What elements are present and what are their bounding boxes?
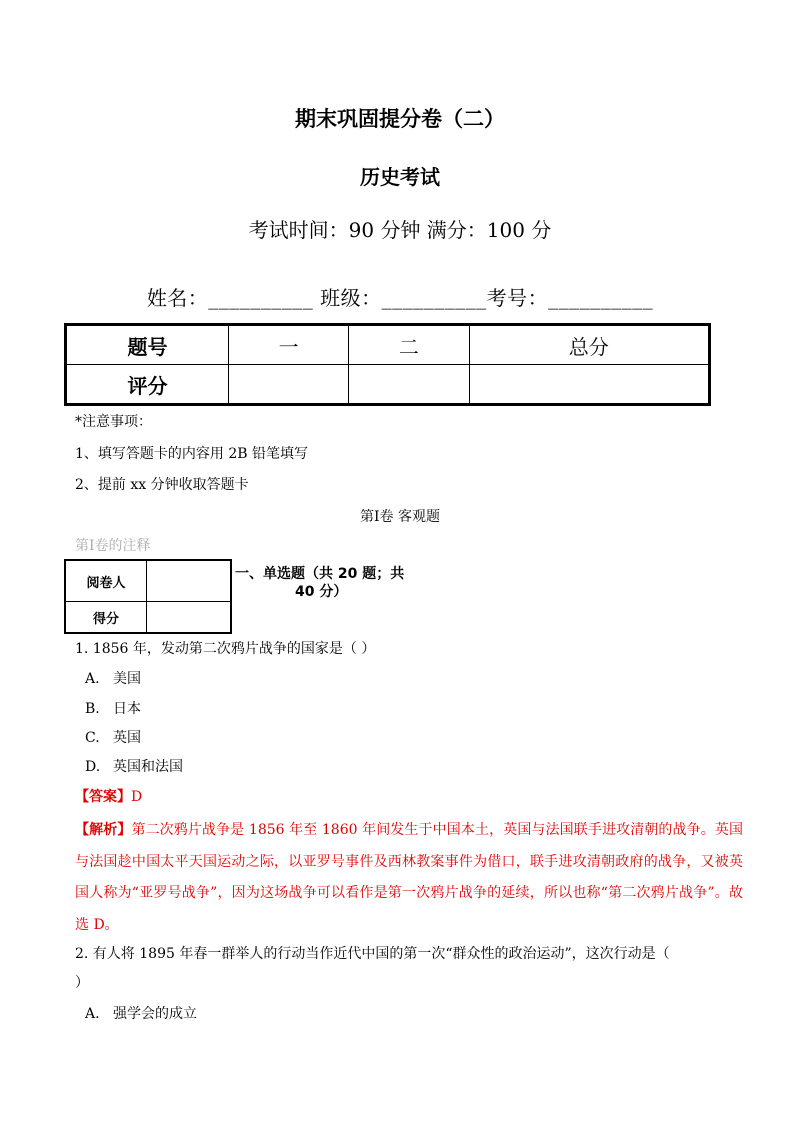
grader-label: 阅卷人 <box>65 560 147 602</box>
option-letter: C. <box>85 730 100 746</box>
student-info-line: 姓名：__________ 班级：__________考号：__________ <box>146 286 654 310</box>
part-heading-line: 一、单选题（共 20 题；共 <box>235 566 405 582</box>
question-stem-continuation: ） <box>75 975 89 991</box>
grader-table <box>64 559 232 634</box>
score-table-header-cell: 题号 <box>66 325 229 365</box>
answer-line <box>75 786 142 806</box>
option-text: 英国 <box>113 730 141 746</box>
option-letter: B. <box>85 701 100 717</box>
score-table-score-row <box>66 365 710 405</box>
exam-time-info: 考试时间：90 分钟 满分：100 分 <box>248 218 552 242</box>
score-label: 得分 <box>65 602 147 634</box>
answer-value: D <box>131 789 143 805</box>
notes-heading: *注意事项： <box>75 414 152 430</box>
option-item <box>85 1003 197 1023</box>
option-item <box>85 727 141 747</box>
answer-tag: 【答案】 <box>75 789 131 805</box>
option-text: 日本 <box>113 701 141 717</box>
analysis-block <box>75 815 743 941</box>
score-table-header-cell: 总分 <box>469 325 710 365</box>
option-text: 美国 <box>113 671 141 687</box>
score-row-label: 评分 <box>66 365 229 405</box>
score-cell[interactable] <box>469 365 710 405</box>
option-item <box>85 698 141 718</box>
score-table-header-row <box>66 325 710 365</box>
option-letter: A. <box>85 671 100 687</box>
option-item <box>85 668 141 688</box>
section-title: 第Ⅰ卷 客观题 <box>360 509 440 525</box>
question-stem: 1. 1856 年，发动第二次鸦片战争的国家是（ ） <box>75 641 376 657</box>
analysis-text: 第二次鸦片战争是 1856 年至 1860 年间发生于中国本土，英国与法国联手进攻清朝的战争。英国与法国趁中国太平天国运动之际，以亚罗号事件及西林教案事件为借口，联手进攻清朝政府的战争，又被英国人称为“亚罗号战争”，因为这场战争可以看作是第一次鸦片战争的延续，所以也称“第二次鸦片战争”。故选 D。 <box>75 822 743 933</box>
part-heading <box>235 565 415 601</box>
score-value-cell[interactable] <box>147 602 232 634</box>
score-cell[interactable] <box>349 365 469 405</box>
note-item: 2、提前 xx 分钟收取答题卡 <box>75 477 249 493</box>
analysis-tag: 【解析】 <box>75 822 132 838</box>
question-stem: 2. 有人将 1895 年春一群举人的行动当作近代中国的第一次“群众性的政治运动”，这次行动是（ <box>75 946 670 962</box>
page-title: 期末巩固提分卷（二） <box>295 107 505 131</box>
score-table-header-cell: 二 <box>349 325 469 365</box>
exam-subject: 历史考试 <box>360 165 440 189</box>
score-cell[interactable] <box>229 365 349 405</box>
option-letter: D. <box>85 759 101 775</box>
score-table-header-cell: 一 <box>229 325 349 365</box>
section-note: 第Ⅰ卷的注释 <box>75 538 151 554</box>
option-text: 英国和法国 <box>113 759 183 775</box>
score-table <box>64 323 711 406</box>
note-item: 1、填写答题卡的内容用 2B 铅笔填写 <box>75 446 309 462</box>
part-heading-line: 40 分） <box>295 584 348 600</box>
grader-cell[interactable] <box>147 560 232 602</box>
option-text: 强学会的成立 <box>113 1006 197 1022</box>
option-letter: A. <box>85 1006 100 1022</box>
option-item <box>85 756 183 776</box>
